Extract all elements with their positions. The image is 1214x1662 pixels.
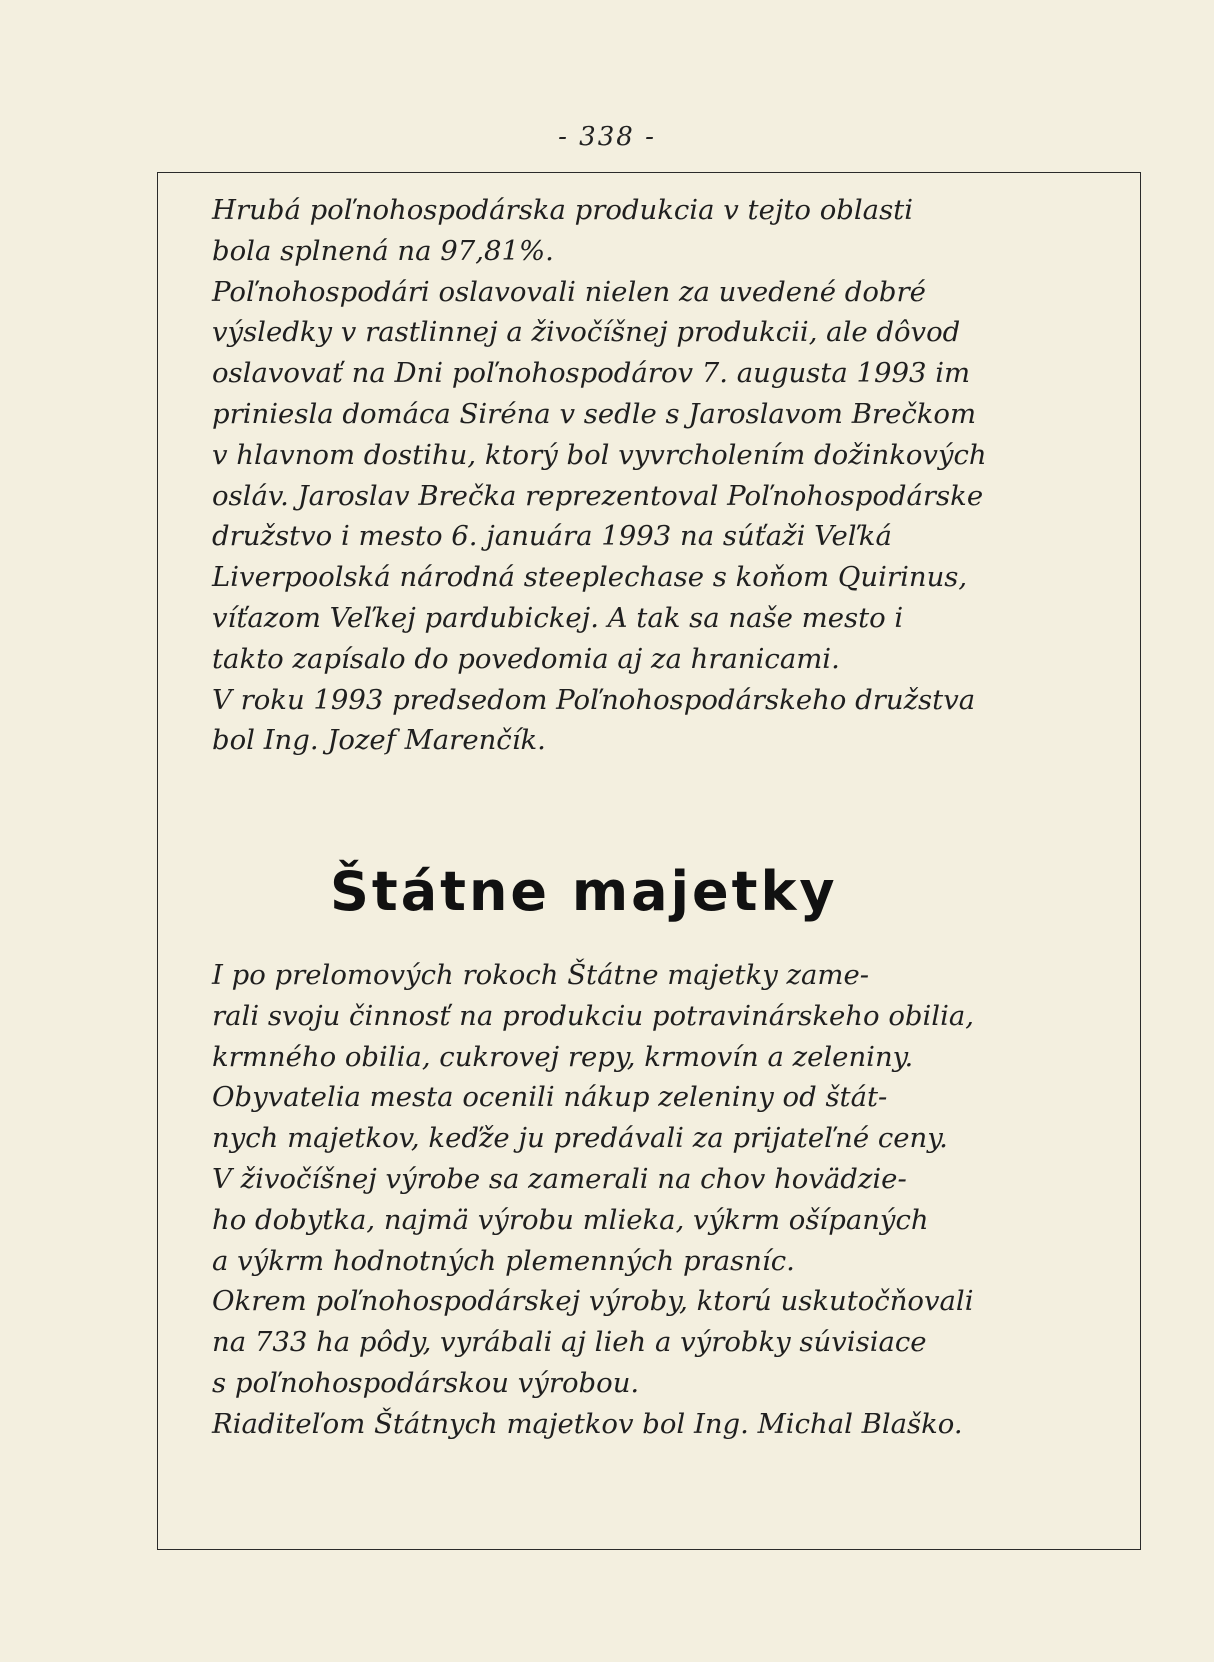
- text-line: bola splnená na 97,81%.: [212, 234, 554, 267]
- text-line: V živočíšnej výrobe sa zamerali na chov hovädzie-: [212, 1162, 907, 1195]
- text-line: Riaditeľom Štátnych majetkov bol Ing. Michal Blaško.: [212, 1407, 963, 1440]
- text-line: na 733 ha pôdy, vyrábali aj lieh a výrobky súvisiace: [212, 1326, 927, 1359]
- section-title: Štátne majetky: [330, 860, 838, 923]
- text-line: Okrem poľnohospodárskej výroby, ktorú uskutočňovali: [212, 1285, 974, 1318]
- text-line: oslavovať na Dni poľnohospodárov 7. augusta 1993 im: [212, 357, 971, 390]
- text-line: rali svoju činnosť na produkciu potravinárskeho obilia,: [212, 999, 974, 1032]
- paragraph-block-agriculture: [212, 190, 1112, 761]
- text-line: bol Ing. Jozef Marenčík.: [212, 724, 546, 757]
- text-line: krmného obilia, cukrovej repy, krmovín a zeleniny.: [212, 1040, 914, 1073]
- text-line: Obyvatelia mesta ocenili nákup zeleniny od štát-: [212, 1081, 888, 1114]
- text-line: víťazom Veľkej pardubickej. A tak sa naše mesto i: [212, 601, 904, 634]
- text-line: Poľnohospodári oslavovali nielen za uvedené dobré: [212, 275, 926, 308]
- text-line: výsledky v rastlinnej a živočíšnej produkcii, ale dôvod: [212, 316, 961, 349]
- page-number: - 338 -: [558, 122, 656, 152]
- text-line: družstvo i mesto 6. januára 1993 na súťaži Veľká: [212, 520, 892, 553]
- text-line: Hrubá poľnohospodárska produkcia v tejto oblasti: [212, 194, 914, 226]
- paragraph-block-state-farms: [212, 955, 1112, 1445]
- text-line: takto zapísalo do povedomia aj za hranicami.: [212, 642, 840, 675]
- text-line: osláv. Jaroslav Brečka reprezentoval Poľnohospodárske: [212, 479, 984, 512]
- text-line: s poľnohospodárskou výrobou.: [212, 1366, 640, 1399]
- text-line: v hlavnom dostihu, ktorý bol vyvrcholením dožinkových: [212, 438, 987, 471]
- text-line: nych majetkov, keďže ju predávali za prijateľné ceny.: [212, 1122, 948, 1155]
- text-line: V roku 1993 predsedom Poľnohospodárskeho družstva: [212, 683, 976, 716]
- text-line: Liverpoolská národná steeplechase s koňom Quirinus,: [212, 561, 968, 594]
- text-line: I po prelomových rokoch Štátne majetky zame-: [212, 959, 870, 991]
- text-line: ho dobytka, najmä výrobu mlieka, výkrm ošípaných: [212, 1203, 929, 1236]
- text-line: a výkrm hodnotných plemenných prasníc.: [212, 1244, 795, 1277]
- text-line: priniesla domáca Siréna v sedle s Jaroslavom Brečkom: [212, 397, 977, 430]
